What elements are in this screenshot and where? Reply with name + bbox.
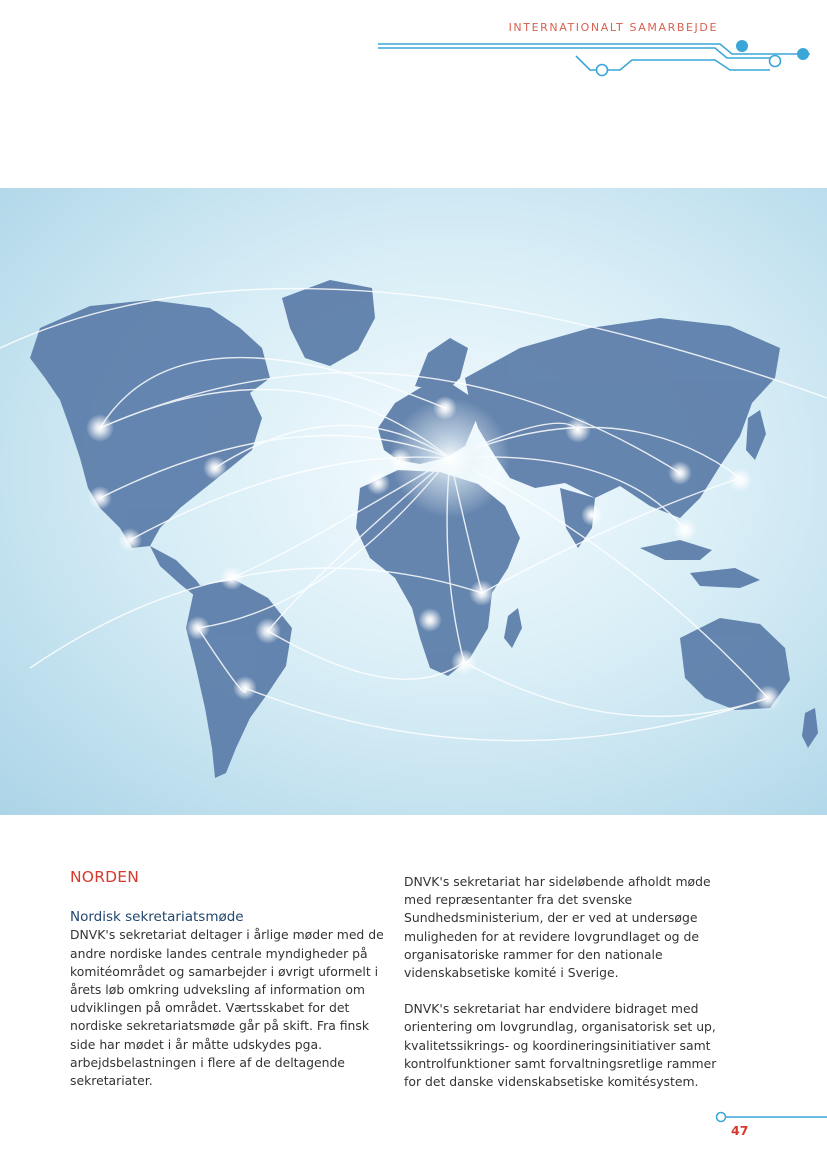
section-heading: NORDEN (70, 868, 140, 886)
subsection-heading: Nordisk sekretariatsmøde (70, 909, 244, 926)
hero-world-map (0, 188, 827, 815)
body-paragraph: DNVK's sekretariat har sideløbende afholdt møde med repræsentanter fra det svenske Sundhedsministerium, der er ved at undersøge muligheden for at revidere lovgrundlaget og de organisatoriske rammer for den nationale videnskabsetiske komité i Sverige. (404, 874, 711, 981)
page-number: 47 (731, 1123, 749, 1138)
body-paragraph: DNVK's sekretariat deltager i årlige møder med de andre nordiske landes centrale myndigheder på komitéområdet og samarbejder i øvrigt uformelt i årets løb omkring udveksling af information om udviklingen på området. Værtsskabet for det nordiske sekretariatsmøde går på skift. Fra finsk side har mødet i år måtte udskydes pga. arbejdsbelastningen i flere af de deltagende sekretariater. (70, 927, 384, 1089)
section-label: INTERNATIONALT SAMARBEJDE (508, 21, 718, 34)
body-paragraph: DNVK's sekretariat har endvidere bidraget med orientering om lovgrundlag, organisatorisk set up, kvalitetssikrings- og koordineringsinitiativer samt kontrolfunktioner samt forvaltningsretlige rammer for det danske videnskabsetiske komitésystem. (404, 1001, 717, 1090)
circuit-decoration-bottom (714, 1110, 827, 1124)
left-column (70, 868, 386, 1108)
circuit-decoration-top (370, 34, 827, 84)
right-column (404, 873, 720, 1109)
